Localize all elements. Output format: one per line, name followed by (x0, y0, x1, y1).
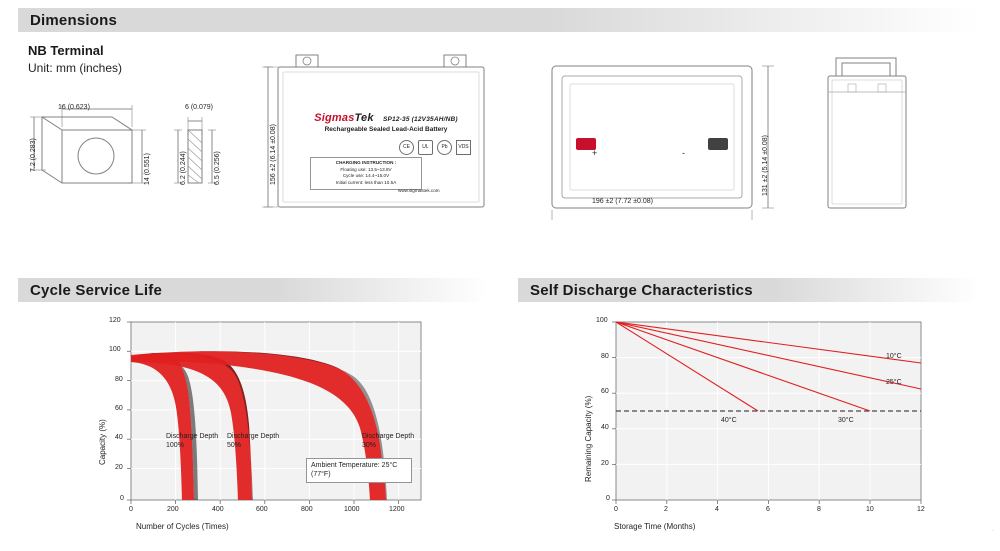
cycle-ytick-40: 40 (115, 434, 123, 441)
battery-front-view (262, 48, 512, 218)
cert-vds-icon: VDS (456, 140, 471, 155)
battery-width-label: 196 ±2 (7.72 ±0.08) (592, 198, 654, 205)
section-header-cycle-service-life (18, 278, 488, 302)
sd-ytick-60: 60 (601, 388, 609, 395)
terminal-drawing (20, 95, 230, 205)
cert-ce-icon: CE (399, 140, 414, 155)
brand-name (288, 112, 484, 124)
charging-current: Initial current: less than 10.5A (335, 179, 397, 185)
terminal-depth-label: 14 (0.551) (144, 153, 151, 185)
cycle-ytick-60: 60 (115, 405, 123, 412)
sd-xtick-2: 2 (664, 506, 668, 513)
cycle-ambient-note: Ambient Temperature: 25°C (77°F) (306, 458, 412, 483)
section-title-self-discharge: Self Discharge Characteristics (530, 281, 753, 299)
sd-ytick-20: 20 (601, 460, 609, 467)
sd-label-25c: 25°C (886, 379, 902, 386)
cert-pb-icon: Pb (437, 140, 452, 155)
cycle-label-dod-30: Discharge Depth 30% (362, 433, 415, 450)
battery-height-label: 156 ±2 (6.14 ±0.08) (270, 123, 277, 185)
terminal-side-lower-label: 6.5 (0.256) (214, 151, 221, 185)
cycle-x-axis-title: Number of Cycles (Times) (136, 522, 229, 531)
chart-self-discharge (518, 310, 988, 540)
cycle-ytick-80: 80 (115, 376, 123, 383)
battery-tagline: Rechargeable Sealed Lead-Acid Battery (324, 126, 448, 133)
sd-xtick-12: 12 (917, 506, 925, 513)
terminal-width-label: 16 (0.623) (58, 104, 90, 111)
sd-x-axis-title: Storage Time (Months) (614, 522, 696, 531)
sd-label-40c: 40°C (721, 417, 737, 424)
terminal-height-label: 7.2 (0.283) (30, 138, 37, 172)
chart-cycle-svg (18, 310, 488, 540)
cycle-xtick-1200: 1200 (389, 506, 405, 513)
terminal-side-thickness-label: 6 (0.079) (185, 104, 214, 111)
sd-y-axis-title: Remaining Capacity (%) (584, 395, 593, 482)
chart-cycle-service-life (18, 310, 488, 540)
cycle-xtick-800: 800 (301, 506, 313, 513)
cert-ul-icon: UL (418, 140, 433, 155)
section-title-dimensions: Dimensions (30, 11, 118, 29)
sd-xtick-0: 0 (614, 506, 618, 513)
battery-model: SP12-35 (12V35AH/NB) (382, 116, 458, 123)
charging-instruction-header: CHARGING INSTRUCTION : (335, 160, 397, 165)
subsection-title-nb-terminal: NB Terminal (28, 43, 104, 58)
sd-xtick-4: 4 (715, 506, 719, 513)
battery-top-view (536, 60, 796, 220)
brand-name-part1: Sigmas (314, 112, 355, 124)
sd-label-30c: 30°C (838, 417, 854, 424)
cycle-xtick-1000: 1000 (344, 506, 360, 513)
cycle-label-dod-50: Discharge Depth 50% (227, 433, 280, 450)
charging-instruction-box (310, 157, 422, 190)
polarity-minus-label: - (682, 148, 685, 158)
cycle-label-dod-100: Discharge Depth 100% (166, 433, 219, 450)
terminal-side-height-label: 6.2 (0.244) (180, 151, 187, 185)
cycle-xtick-400: 400 (212, 506, 224, 513)
cycle-ytick-20: 20 (115, 464, 123, 471)
section-header-self-discharge (518, 278, 980, 302)
sd-ytick-80: 80 (601, 353, 609, 360)
battery-brand-block (288, 112, 484, 133)
section-header-dimensions (18, 8, 980, 32)
cycle-xtick-600: 600 (256, 506, 268, 513)
certification-marks (399, 140, 471, 155)
sd-ytick-0: 0 (606, 495, 610, 502)
polarity-plus-label: + (592, 148, 598, 158)
cycle-ytick-0: 0 (120, 495, 124, 502)
battery-side-view (818, 48, 938, 218)
page-corner-mark: . (992, 526, 994, 533)
cycle-y-axis-title: Capacity (%) (98, 419, 107, 465)
sd-ytick-40: 40 (601, 424, 609, 431)
charging-float: Floating use: 13.5~13.8V (340, 166, 392, 172)
section-title-cycle-service-life: Cycle Service Life (30, 281, 163, 299)
cycle-ytick-100: 100 (109, 346, 121, 353)
sd-label-10c: 10°C (886, 353, 902, 360)
charging-cycle: Cycle use: 14.4~15.0V (342, 173, 390, 179)
sd-xtick-8: 8 (817, 506, 821, 513)
unit-note: Unit: mm (inches) (28, 61, 123, 75)
sd-xtick-10: 10 (866, 506, 874, 513)
battery-depth-label: 131 ±2 (5.14 ±0.08) (762, 134, 769, 196)
brand-name-part2: Tek (354, 112, 374, 124)
website-text: www.sigmastek.com (398, 188, 440, 193)
sd-ytick-100: 100 (596, 317, 608, 324)
cycle-xtick-0: 0 (129, 506, 133, 513)
cycle-xtick-200: 200 (167, 506, 179, 513)
cycle-ytick-120: 120 (109, 317, 121, 324)
sd-xtick-6: 6 (766, 506, 770, 513)
